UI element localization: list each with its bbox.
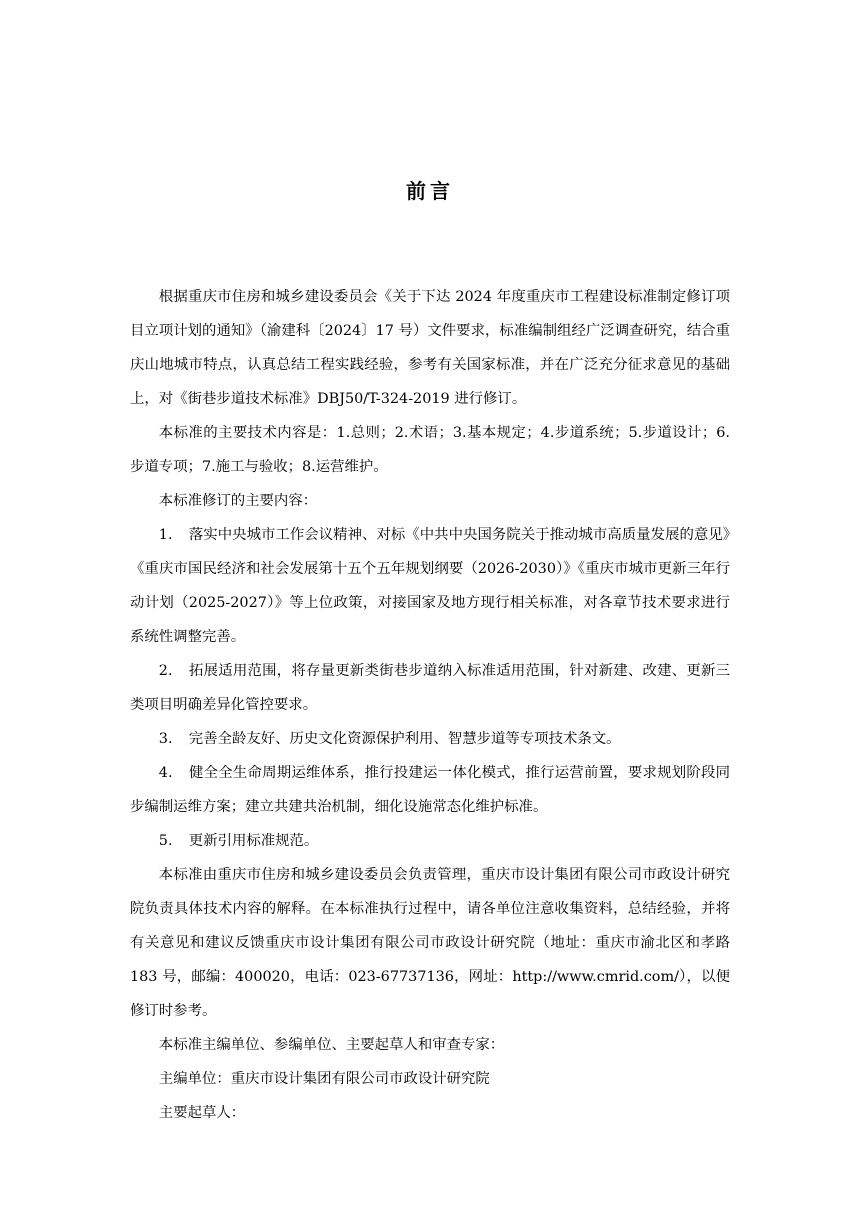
document-body <box>130 280 730 1130</box>
list-item <box>130 654 730 722</box>
list-item-text: 落实中央城市工作会议精神、对标《中共中央国务院关于推动城市高质量发展的意见》《重庆市国民经济和社会发展第十五个五年规划纲要（2026-2030）》《重庆市城市更新三年行动计划（2025-2027）》等上位政策，对接国家及地方现行相关标准，对各章节技术要求进行系统性调整完善。 <box>130 527 730 645</box>
list-item-text: 健全全生命周期运维体系，推行投建运一体化模式，推行运营前置，要求规划阶段同步编制运维方案；建立共建共治机制，细化设施常态化维护标准。 <box>130 765 730 815</box>
paragraph-management: 本标准由重庆市住房和城乡建设委员会负责管理，重庆市设计集团有限公司市政设计研究院负责具体技术内容的解释。在本标准执行过程中，请各单位注意收集资料，总结经验，并将有关意见和建议反馈重庆市设计集团有限公司市政设计研究院（地址：重庆市渝北区和孝路 183 号，邮编：400020，电话：023-67737136，网址：http://www.cmrid.com/），以便修订时参考。 <box>130 867 730 1019</box>
list-item <box>130 518 730 654</box>
page-title: 前言 <box>406 179 454 203</box>
paragraph-main-content: 本标准的主要技术内容是：1.总则；2.术语；3.基本规定；4.步道系统；5.步道设计；6.步道专项；7.施工与验收；8.运营维护。 <box>130 425 730 475</box>
paragraph-revision-intro: 本标准修订的主要内容： <box>158 493 318 509</box>
list-item-text: 完善全龄友好、历史文化资源保护利用、智慧步道等专项技术条文。 <box>188 731 621 747</box>
paragraph-drafters: 主要起草人： <box>158 1105 246 1121</box>
list-item-number: 1. <box>158 527 173 543</box>
paragraph-chief-unit: 主编单位：重庆市设计集团有限公司市政设计研究院 <box>158 1071 490 1087</box>
list-item <box>130 756 730 824</box>
list-item <box>130 824 730 858</box>
list-item-text: 拓展适用范围，将存量更新类街巷步道纳入标准适用范围，针对新建、改建、更新三类项目明确差异化管控要求。 <box>130 663 730 713</box>
list-item-number: 5. <box>158 833 173 849</box>
list-item-text: 更新引用标准规范。 <box>188 833 319 849</box>
paragraph-units-intro: 本标准主编单位、参编单位、主要起草人和审查专家： <box>158 1037 505 1053</box>
list-item-number: 4. <box>158 765 173 781</box>
list-item-number: 3. <box>158 731 173 747</box>
list-item <box>130 722 730 756</box>
list-item-number: 2. <box>158 663 173 679</box>
paragraph-basis: 根据重庆市住房和城乡建设委员会《关于下达 2024 年度重庆市工程建设标准制定修订项目立项计划的通知》（渝建科〔2024〕17 号）文件要求，标准编制组经广泛调查研究，结合重庆山地城市特点，认真总结工程实践经验，参考有关国家标准，并在广泛充分征求意见的基础上，对《街巷步道技术标准》DBJ50/T-324-2019 进行修订。 <box>130 289 730 407</box>
